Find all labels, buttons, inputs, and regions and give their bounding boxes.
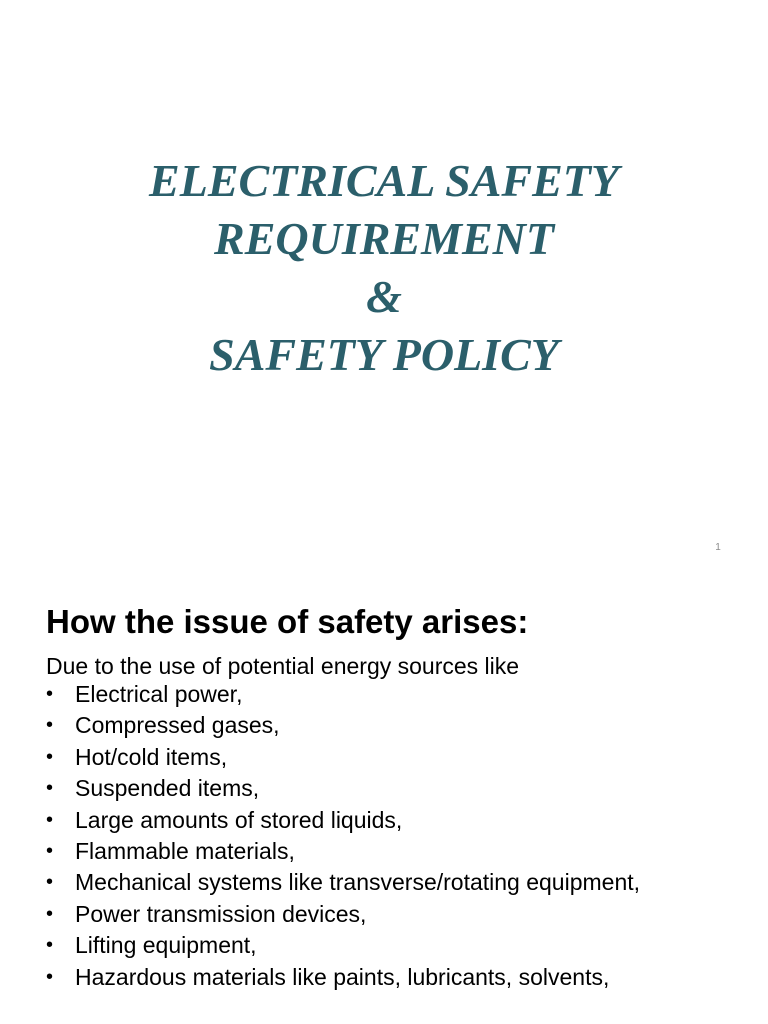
list-item-text: Power transmission devices, — [75, 900, 367, 927]
list-item-text: Large amounts of stored liquids, — [75, 806, 403, 833]
energy-sources-list — [46, 682, 746, 996]
list-item-text: Mechanical systems like transverse/rotating equipment, — [75, 869, 641, 896]
bullet-icon: • — [46, 714, 54, 737]
slide-title — [0, 152, 768, 384]
section-heading: How the issue of safety arises: — [46, 603, 529, 640]
slide-number: 1 — [715, 542, 721, 553]
list-item — [46, 870, 746, 894]
title-line-4: SAFETY POLICY — [209, 329, 559, 380]
list-item-text: Flammable materials, — [75, 837, 295, 864]
bullet-icon: • — [46, 934, 54, 957]
title-line-1: ELECTRICAL SAFETY — [149, 155, 619, 206]
list-item-text: Compressed gases, — [75, 712, 280, 739]
bullet-icon: • — [46, 683, 54, 705]
bullet-icon: • — [46, 965, 54, 988]
bullet-icon: • — [46, 808, 54, 831]
list-item — [46, 713, 746, 737]
intro-text: Due to the use of potential energy sources like — [46, 653, 520, 679]
title-line-3: & — [366, 271, 402, 322]
list-item — [46, 808, 746, 832]
list-item — [46, 682, 746, 706]
bullet-icon: • — [46, 902, 54, 925]
list-item — [46, 933, 746, 957]
list-item-text: Hazardous materials like paints, lubricants, solvents, — [75, 963, 610, 990]
list-item-text: Electrical power, — [75, 681, 243, 707]
bullet-icon: • — [46, 839, 54, 862]
bullet-icon: • — [46, 871, 54, 894]
list-item — [46, 839, 746, 863]
title-line-2: REQUIREMENT — [214, 213, 554, 264]
list-item — [46, 965, 746, 989]
list-item — [46, 902, 746, 926]
list-item — [46, 745, 746, 769]
bullet-icon: • — [46, 745, 54, 768]
bullet-icon: • — [46, 777, 54, 800]
list-item — [46, 776, 746, 800]
list-item-text: Hot/cold items, — [75, 743, 228, 770]
list-item-text: Lifting equipment, — [75, 932, 257, 959]
list-item-text: Suspended items, — [75, 775, 260, 802]
